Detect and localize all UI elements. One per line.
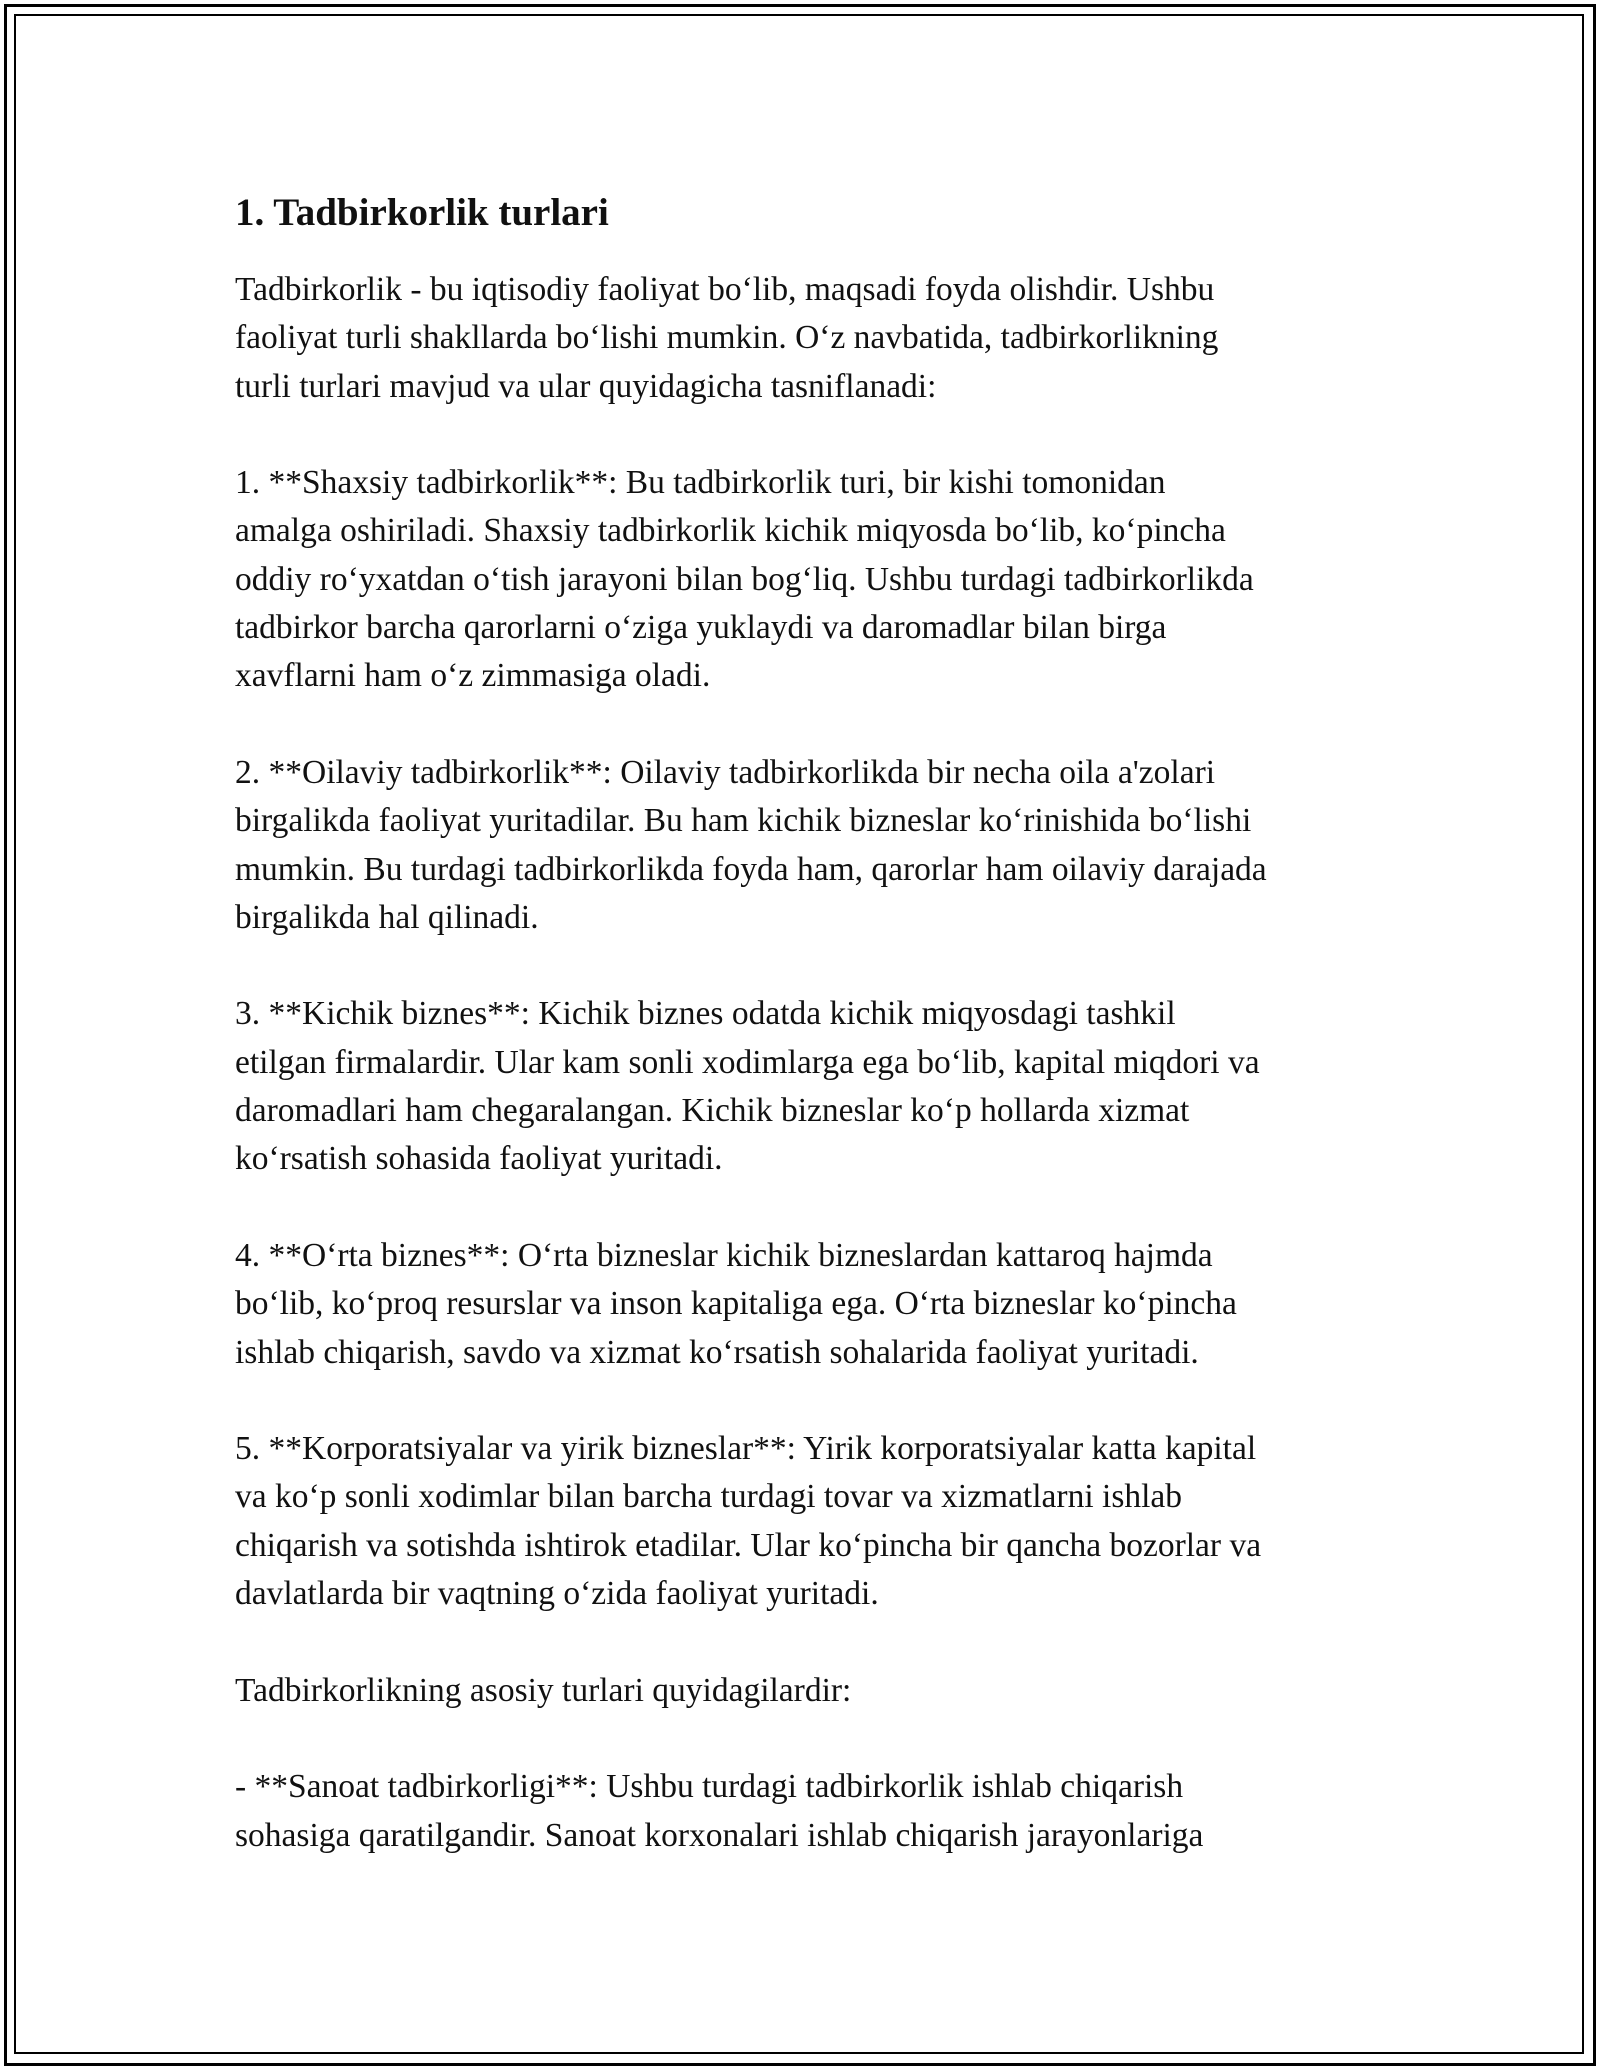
- list-item-oilaviy-tadbirkorlik: [235, 749, 1375, 942]
- text-line: amalga oshiriladi. Shaxsiy tadbirkorlik kichik miqyosda bo‘lib, ko‘pincha: [235, 512, 1226, 550]
- text-line: Tadbirkorlikning asosiy turlari quyidagilardir:: [235, 1671, 852, 1709]
- text-line: faoliyat turli shakllarda bo‘lishi mumkin. O‘z navbatida, tadbirkorlikning: [235, 319, 1219, 357]
- text-line: xavflarni ham o‘z zimmasiga oladi.: [235, 657, 711, 695]
- list-item-korporatsiyalar: [235, 1425, 1375, 1618]
- text-line: ko‘rsatish sohasida faoliyat yuritadi.: [235, 1140, 723, 1178]
- text-line: turli turlari mavjud va ular quyidagicha tasniflanadi:: [235, 367, 937, 405]
- text-line: birgalikda hal qilinadi.: [235, 898, 539, 936]
- text-line: ishlab chiqarish, savdo va xizmat ko‘rsatish sohalarida faoliyat yuritadi.: [235, 1333, 1199, 1371]
- text-line: va ko‘p sonli xodimlar bilan barcha turdagi tovar va xizmatlarni ishlab: [235, 1478, 1183, 1516]
- list-item-kichik-biznes: [235, 990, 1375, 1183]
- text-line: 1. **Shaxsiy tadbirkorlik**: Bu tadbirkorlik turi, bir kishi tomonidan: [235, 464, 1166, 502]
- text-line: birgalikda faoliyat yuritadilar. Bu ham kichik bizneslar ko‘rinishida bo‘lishi: [235, 802, 1252, 840]
- text-line: davlatlarda bir vaqtning o‘zida faoliyat yuritadi.: [235, 1575, 879, 1613]
- text-line: 3. **Kichik biznes**: Kichik biznes odatda kichik miqyosdagi tashkil: [235, 995, 1176, 1033]
- text-line: daromadlari ham chegaralangan. Kichik bizneslar ko‘p hollarda xizmat: [235, 1092, 1190, 1130]
- text-line: - **Sanoat tadbirkorligi**: Ushbu turdagi tadbirkorlik ishlab chiqarish: [235, 1768, 1184, 1806]
- text-line: 2. **Oilaviy tadbirkorlik**: Oilaviy tadbirkorlikda bir necha oila a'zolari: [235, 753, 1216, 791]
- intro-paragraph: [235, 266, 1375, 411]
- text-line: Tadbirkorlik - bu iqtisodiy faoliyat bo‘lib, maqsadi foyda olishdir. Ushbu: [235, 271, 1215, 308]
- text-line: 4. **O‘rta biznes**: O‘rta bizneslar kichik bizneslardan kattaroq hajmda: [235, 1236, 1213, 1274]
- text-line: bo‘lib, ko‘proq resurslar va inson kapitaliga ega. O‘rta bizneslar ko‘pincha: [235, 1285, 1237, 1323]
- text-line: oddiy ro‘yxatdan o‘tish jarayoni bilan bog‘liq. Ushbu turdagi tadbirkorlikda: [235, 560, 1254, 598]
- text-line: 5. **Korporatsiyalar va yirik bizneslar**: Yirik korporatsiyalar katta kapital: [235, 1430, 1257, 1468]
- document-body: [235, 186, 1375, 1908]
- asosiy-turlari-heading: [235, 1667, 1375, 1715]
- section-title: 1. Tadbirkorlik turlari: [235, 191, 609, 234]
- list-item-sanoat-tadbirkorligi: [235, 1763, 1375, 1860]
- text-line: mumkin. Bu turdagi tadbirkorlikda foyda ham, qarorlar ham oilaviy darajada: [235, 850, 1267, 888]
- text-line: tadbirkor barcha qarorlarni o‘ziga yuklaydi va daromadlar bilan birga: [235, 609, 1167, 647]
- list-item-orta-biznes: [235, 1232, 1375, 1377]
- text-line: sohasiga qaratilgandir. Sanoat korxonalari ishlab chiqarish jarayonlariga: [235, 1816, 1204, 1854]
- list-item-shaxsiy-tadbirkorlik: [235, 459, 1375, 700]
- text-line: etilgan firmalardir. Ular kam sonli xodimlarga ega bo‘lib, kapital miqdori va: [235, 1043, 1260, 1081]
- text-line: chiqarish va sotishda ishtirok etadilar. Ular ko‘pincha bir qancha bozorlar va: [235, 1526, 1262, 1564]
